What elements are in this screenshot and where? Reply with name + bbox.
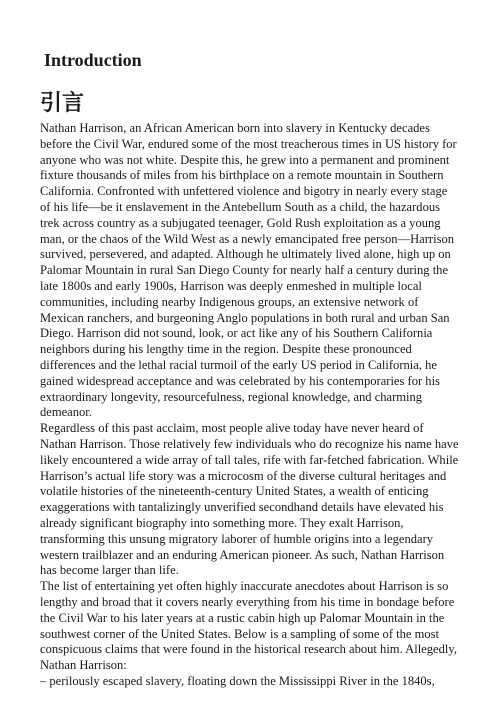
text-line: Harrison’s actual life story was a microcosm of the diverse cultural heritages and — [40, 468, 447, 483]
text-line: California. Confronted with unfettered violence and bigotry in nearly every stage — [40, 184, 448, 199]
text-line: has become larger than life. — [40, 563, 179, 578]
text-line: demeanor. — [40, 405, 92, 420]
text-line: lengthy and broad that it covers nearly everything from his time in bondage before — [40, 594, 455, 609]
text-line: Palomar Mountain in rural San Diego County for nearly half a century during the — [40, 263, 449, 278]
text-line: southwest corner of the United States. Below is a sampling of some of the most — [40, 626, 439, 641]
text-line: – perilously escaped slavery, floating down the Mississippi River in the 1840s, — [40, 673, 435, 688]
text-line: Nathan Harrison, an African American born into slavery in Kentucky decades — [40, 121, 430, 135]
text-line: differences and the lethal racial turmoil of the early US period in California, he — [40, 357, 437, 372]
text-line: volatile histories of the nineteenth-century United States, a wealth of enticing — [40, 484, 429, 499]
text-line: gained widespread acceptance and was celebrated by his contemporaries for his — [40, 373, 440, 388]
text-line: trek across country as a subjugated teenager, Gold Rush exploitation as a young — [40, 215, 441, 230]
body-paragraph — [40, 674, 462, 690]
text-line: man, or the chaos of the Wild West as a newly emancipated free person—Harrison — [40, 231, 455, 246]
text-line: communities, including nearby Indigenous groups, an extensive network of — [40, 294, 419, 309]
body-paragraph — [40, 421, 462, 579]
body-paragraph — [40, 579, 462, 674]
text-line: extraordinary longevity, resourcefulness, regional knowledge, and charming — [40, 389, 423, 404]
text-line: conspicuous claims that were found in the historical research about him. Allegedly, — [40, 642, 457, 657]
text-line: fixture thousands of miles from his birthplace on a remote mountain in Southern — [40, 168, 444, 183]
text-line: anyone who was not white. Despite this, he grew into a permanent and prominent — [40, 152, 450, 167]
text-line: Nathan Harrison: — [40, 658, 127, 673]
text-line: neighbors during his lengthy time in the region. Despite these pronounced — [40, 342, 412, 357]
text-line: before the Civil War, endured some of the most treacherous times in US history for — [40, 136, 457, 151]
body-paragraph — [40, 121, 462, 421]
text-line: Diego. Harrison did not sound, look, or act like any of his Southern California — [40, 326, 433, 341]
text-line: Nathan Harrison. Those relatively few individuals who do recognize his name have — [40, 436, 459, 451]
body-text — [40, 121, 462, 690]
text-line: The list of entertaining yet often highly inaccurate anecdotes about Harrison is so — [40, 579, 449, 594]
text-line: late 1800s and early 1900s, Harrison was deeply enmeshed in multiple local — [40, 278, 422, 293]
text-line: likely encountered a wide array of tall tales, rife with far-fetched fabrication. While — [40, 452, 459, 467]
text-line: exaggerations with tantalizingly unverified secondhand details have elevated his — [40, 500, 444, 515]
section-heading-chinese: 引言 — [40, 91, 85, 116]
text-line: survived, persevered, and adapted. Although he ultimately lived alone, high up on — [40, 247, 451, 262]
text-line: Regardless of this past acclaim, most people alive today have never heard of — [40, 421, 424, 436]
text-line: western trailblazer and an enduring American pioneer. As such, Nathan Harrison — [40, 547, 445, 562]
section-heading-english: Introduction — [44, 50, 142, 70]
text-line: already significant biography into something more. They exalt Harrison, — [40, 515, 404, 530]
text-line: the Civil War to his later years at a rustic cabin high up Palomar Mountain in the — [40, 610, 445, 625]
text-line: of his life—be it enslavement in the Antebellum South as a child, the hazardous — [40, 199, 441, 214]
text-line: Mexican ranchers, and burgeoning Anglo populations in both rural and urban San — [40, 310, 450, 325]
text-line: transforming this unsung migratory laborer of humble origins into a legendary — [40, 531, 434, 546]
